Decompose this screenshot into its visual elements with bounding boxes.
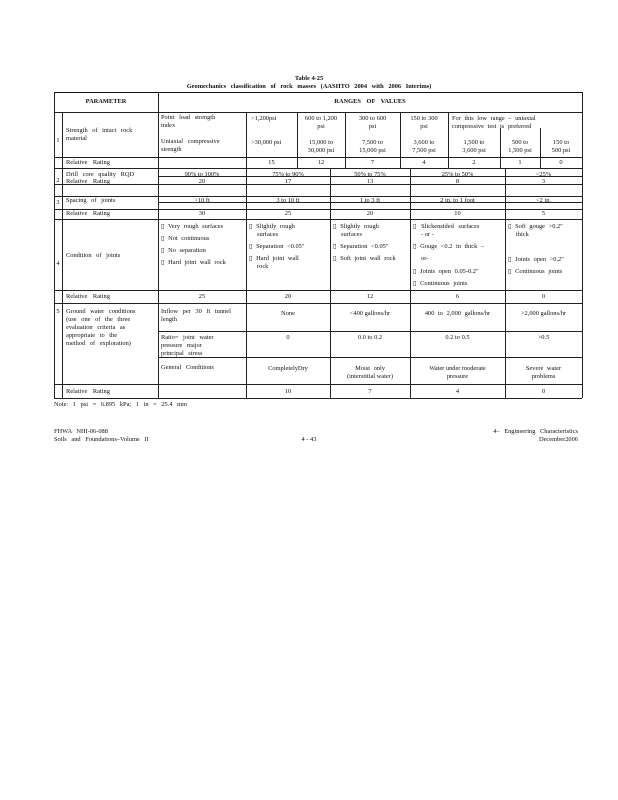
row4-c2-item-3: ▯ Hard joint wall bbox=[249, 255, 299, 262]
row3-rating-4: 10 bbox=[454, 210, 461, 217]
row5-number: 5 bbox=[56, 308, 60, 315]
row5-general-3b: pressure bbox=[446, 373, 469, 380]
row5-general-1: CompletelyDry bbox=[268, 365, 308, 372]
row5-inflow-label-2: length bbox=[161, 316, 177, 323]
row4-rating-2: 20 bbox=[284, 293, 292, 300]
row4-c2-text-1: Slightly rough bbox=[256, 223, 295, 230]
row5-ratio-1: 0 bbox=[286, 334, 290, 341]
row2-number: 2 bbox=[56, 177, 60, 184]
row5-general-2a: Moist only bbox=[355, 365, 385, 372]
row1-ucs-value-3b: 15,000 psi bbox=[359, 147, 386, 154]
row5-inflow-1: None bbox=[281, 310, 295, 317]
row5-ratio-4: >0.5 bbox=[537, 334, 550, 341]
row5-rating-2: 7 bbox=[368, 388, 372, 395]
row5-ratio-label-3: principal stress bbox=[161, 350, 203, 357]
row3-value-5: <2 in. bbox=[536, 197, 551, 204]
row4-number: 4 bbox=[56, 260, 60, 267]
row5-general-4b: problems bbox=[531, 373, 556, 380]
row4-c3-item-1: ▯ Slightly rough bbox=[333, 223, 379, 230]
row4-c1-text-2: Not continuous bbox=[168, 235, 210, 242]
row1-ucs-value-3a: 7,500 to bbox=[362, 139, 383, 146]
row4-c4-text-3: Gouge <0.2 in thick – bbox=[420, 243, 485, 250]
row3-value-4: 2 in. to 1 foot bbox=[440, 197, 475, 204]
row4-c1-item-3: ▯ No separation bbox=[161, 247, 206, 254]
row5-param-3: evaluation criteria as bbox=[66, 324, 126, 331]
row1-ucs-value-7a: 150 to bbox=[552, 139, 570, 146]
row2-rating-1: 20 bbox=[198, 178, 206, 185]
row2-rating-label: Relative Rating bbox=[66, 178, 110, 185]
row1-rating-7: 0 bbox=[559, 159, 563, 166]
row1-ucs-label-2: strength bbox=[161, 146, 182, 153]
row4-c2-text-1b: surfaces bbox=[257, 231, 278, 238]
row5-ratio-label-1: Ratio= joint water bbox=[161, 334, 214, 341]
row1-ucs-label-1: Uniaxial compressive bbox=[161, 138, 220, 145]
row4-c2-item-1: ▯ Slightly rough bbox=[249, 223, 295, 230]
row4-c3-text-3: Soft joint wall rock bbox=[340, 255, 396, 262]
row5-rating-label: Relative Rating bbox=[66, 388, 110, 395]
row1-ucs-value-7b: 500 psi bbox=[551, 147, 571, 154]
row4-rating-4: 6 bbox=[455, 293, 460, 300]
row5-param-4: appropriate to the bbox=[66, 332, 118, 339]
row1-rating-5: 2 bbox=[472, 159, 476, 166]
row4-c4-item-1: ▯ Slickensided surfaces bbox=[413, 223, 480, 230]
header-parameter: PARAMETER bbox=[85, 98, 127, 105]
row4-c1-text-4: Hard joint wall rock bbox=[168, 259, 226, 266]
row3-rating-1: 30 bbox=[198, 210, 206, 217]
row1-rating-4: 4 bbox=[422, 159, 426, 166]
row3-number: 3 bbox=[56, 199, 60, 206]
row4-c5-text-1b: thick bbox=[516, 231, 529, 238]
row5-general-label: General Conditions bbox=[161, 364, 214, 371]
row4-c5-text-3: Continuous joints bbox=[515, 268, 563, 275]
row1-pls-value-1: >1,200psi bbox=[251, 115, 277, 122]
row1-pls-value-3b: psi bbox=[368, 123, 377, 130]
row1-param-line2: material bbox=[66, 135, 87, 142]
row1-rating-6: 1 bbox=[518, 159, 522, 166]
row1-rating-label: Relative Rating bbox=[66, 159, 110, 166]
row2-value-5: <25% bbox=[535, 171, 552, 178]
row1-pls-value-3a: 300 to 600 bbox=[358, 115, 387, 122]
row2-rating-3: 13 bbox=[366, 178, 374, 185]
row4-c4-text-2: - or - bbox=[421, 231, 434, 238]
row1-ucs-value-2a: 15,000 to bbox=[308, 139, 334, 146]
row5-ratio-2: 0.0 to 0.2 bbox=[357, 334, 383, 341]
header-ranges: RANGES OF VALUES bbox=[334, 98, 406, 105]
row4-c5-text-1: Soft gouge >0.2" bbox=[515, 223, 563, 230]
row1-pls-label-2: index bbox=[161, 122, 176, 129]
row4-c2-item-2: ▯ Separation <0.05" bbox=[249, 243, 305, 250]
row5-inflow-label-1: Inflow per 30 ft tunnel bbox=[161, 308, 231, 315]
row2-rating-5: 3 bbox=[541, 178, 546, 185]
row4-c3-text-2: Separation <0.05" bbox=[340, 243, 389, 250]
row4-c3-text-1: Slightly rough bbox=[340, 223, 379, 230]
row4-rating-label: Relative Rating bbox=[66, 293, 110, 300]
row1-ucs-value-6b: 1,500 psi bbox=[508, 147, 532, 154]
footer-chapter: 4– Engineering Characteristics bbox=[493, 428, 578, 435]
row4-c4-text-6: Continuous joints bbox=[420, 280, 468, 287]
row5-param-5: method of exploration) bbox=[66, 340, 131, 347]
row1-ucs-value-5b: 3,600 psi bbox=[462, 147, 486, 154]
row1-low-range-note-2: compressive test is preferred bbox=[452, 123, 532, 130]
row1-ucs-value-5a: 1,500 to bbox=[463, 139, 485, 146]
row1-pls-value-2b: psi bbox=[317, 123, 325, 130]
row4-param: Condition of joints bbox=[66, 252, 121, 259]
row4-c4-item-2: ▯ Gouge <0.2 in thick – bbox=[413, 243, 485, 250]
row5-general-2b: (interstitial water) bbox=[347, 373, 393, 380]
row3-value-3: 1 to 3 ft bbox=[359, 197, 381, 204]
row3-rating-label: Relative Rating bbox=[66, 210, 110, 217]
row4-c2-text-3: Hard joint wall bbox=[256, 255, 299, 262]
row1-pls-label-1: Point load strength bbox=[161, 114, 216, 121]
row4-c1-item-1: ▯ Very rough surfaces bbox=[161, 223, 224, 230]
row4-c4-text-1: Slickensided surfaces bbox=[421, 223, 480, 230]
row4-c3-text-1b: surfaces bbox=[341, 231, 362, 238]
row5-ratio-3: 0.2 to 0.5 bbox=[445, 334, 470, 341]
row4-c4-text-5: Joints open 0.05-0.2" bbox=[420, 268, 479, 275]
row1-pls-value-4b: psi bbox=[420, 123, 428, 130]
row1-pls-value-4a: 150 to 300 bbox=[410, 115, 438, 122]
row5-inflow-4: >2,000 gallons/hr bbox=[520, 310, 567, 317]
row1-number: 1 bbox=[56, 137, 60, 144]
row4-c1-text-3: No separation bbox=[168, 247, 206, 254]
row5-general-3a: Water under moderate bbox=[429, 365, 486, 372]
row1-low-range-note-1: For this low range – uniaxial bbox=[452, 115, 536, 122]
row4-c2-text-3b: rock bbox=[257, 263, 269, 270]
footer-page-number: 4 - 43 bbox=[301, 436, 317, 443]
row1-rating-2: 12 bbox=[317, 159, 325, 166]
row4-c1-item-4: ▯ Hard joint wall rock bbox=[161, 259, 226, 266]
row5-rating-4: 0 bbox=[541, 388, 546, 395]
row1-rating-1: 15 bbox=[268, 159, 275, 166]
row4-rating-3: 12 bbox=[366, 293, 374, 300]
row2-value-3: 50% to 75% bbox=[354, 171, 386, 178]
row2-value-4: 25% to 50% bbox=[441, 171, 474, 178]
row4-rating-5: 0 bbox=[541, 293, 546, 300]
row5-param-2: (use one of the three bbox=[66, 316, 131, 323]
row4-c4-item-3: ▯ Joints open 0.05-0.2" bbox=[413, 268, 479, 275]
row2-rating-2: 17 bbox=[284, 178, 292, 185]
row4-c1-text-1: Very rough surfaces bbox=[168, 223, 224, 230]
row4-c5-item-3: ▯ Continuous joints bbox=[508, 268, 563, 275]
row1-ucs-value-1: >30,000 psi bbox=[251, 139, 282, 146]
row2-value-1: 90% to 100% bbox=[184, 171, 220, 178]
row5-inflow-2: <400 gallons/hr bbox=[349, 310, 391, 317]
row1-param-line1: Strength of intact rock bbox=[66, 127, 133, 134]
row1-ucs-value-6a: 500 to bbox=[511, 139, 529, 146]
row5-param-1: Ground water conditions bbox=[66, 308, 136, 315]
table-title: Geomechanics classification of rock masses (AASHTO 2004 with 2006 Interims) bbox=[186, 83, 432, 90]
row4-c3-item-3: ▯ Soft joint wall rock bbox=[333, 255, 396, 262]
footer-date: December2006 bbox=[538, 436, 578, 443]
row4-c5-item-2: ▯ Joints open >0.2" bbox=[508, 256, 564, 263]
row1-pls-value-2a: 600 to 1,200 bbox=[304, 115, 338, 122]
row1-ucs-value-4b: 7,500 psi bbox=[412, 147, 436, 154]
row4-c4-text-4: or- bbox=[421, 255, 429, 262]
row5-rating-3: 4 bbox=[455, 388, 460, 395]
row2-param: Drill core quality RQD bbox=[66, 171, 135, 178]
row3-rating-5: 5 bbox=[541, 210, 546, 217]
row3-rating-2: 25 bbox=[284, 210, 292, 217]
row4-c2-text-2: Separation <0.05" bbox=[256, 243, 305, 250]
row4-c3-item-2: ▯ Separation <0.05" bbox=[333, 243, 389, 250]
row5-ratio-label-2: pressure major bbox=[161, 342, 202, 349]
row4-c1-item-2: ▯ Not continuous bbox=[161, 235, 210, 242]
row4-c5-text-2: Joints open >0.2" bbox=[515, 256, 564, 263]
row4-c5-item-1: ▯ Soft gouge >0.2" bbox=[508, 223, 563, 230]
row2-value-2: 75% to 90% bbox=[272, 171, 304, 178]
row5-rating-1: 10 bbox=[284, 388, 292, 395]
row4-rating-1: 25 bbox=[198, 293, 206, 300]
row3-value-1: >10 ft bbox=[194, 197, 210, 204]
row1-ucs-value-4a: 3,600 to bbox=[413, 139, 435, 146]
row4-c4-item-4: ▯ Continuous joints bbox=[413, 280, 468, 287]
row3-param: Spacing of joints bbox=[66, 197, 116, 204]
row5-inflow-3: 400 to 2,000 gallons/hr bbox=[424, 310, 491, 317]
footer-doc-title: Soils and Foundations–Volume II bbox=[54, 436, 149, 443]
row3-rating-3: 20 bbox=[366, 210, 374, 217]
table-note: Note: 1 psi = 6.895 kPa; 1 in = 25.4 mm bbox=[54, 401, 188, 408]
row5-general-4a: Severe water bbox=[525, 365, 562, 372]
row1-ucs-value-2b: 30,000 psi bbox=[307, 147, 335, 154]
table-number: Table 4-25 bbox=[294, 75, 324, 82]
row1-rating-3: 7 bbox=[370, 159, 375, 166]
row3-value-2: 3 to 10 ft bbox=[276, 197, 300, 204]
row2-rating-4: 8 bbox=[455, 178, 460, 185]
footer-doc-number: FHWA NHI-06-088 bbox=[54, 428, 108, 435]
